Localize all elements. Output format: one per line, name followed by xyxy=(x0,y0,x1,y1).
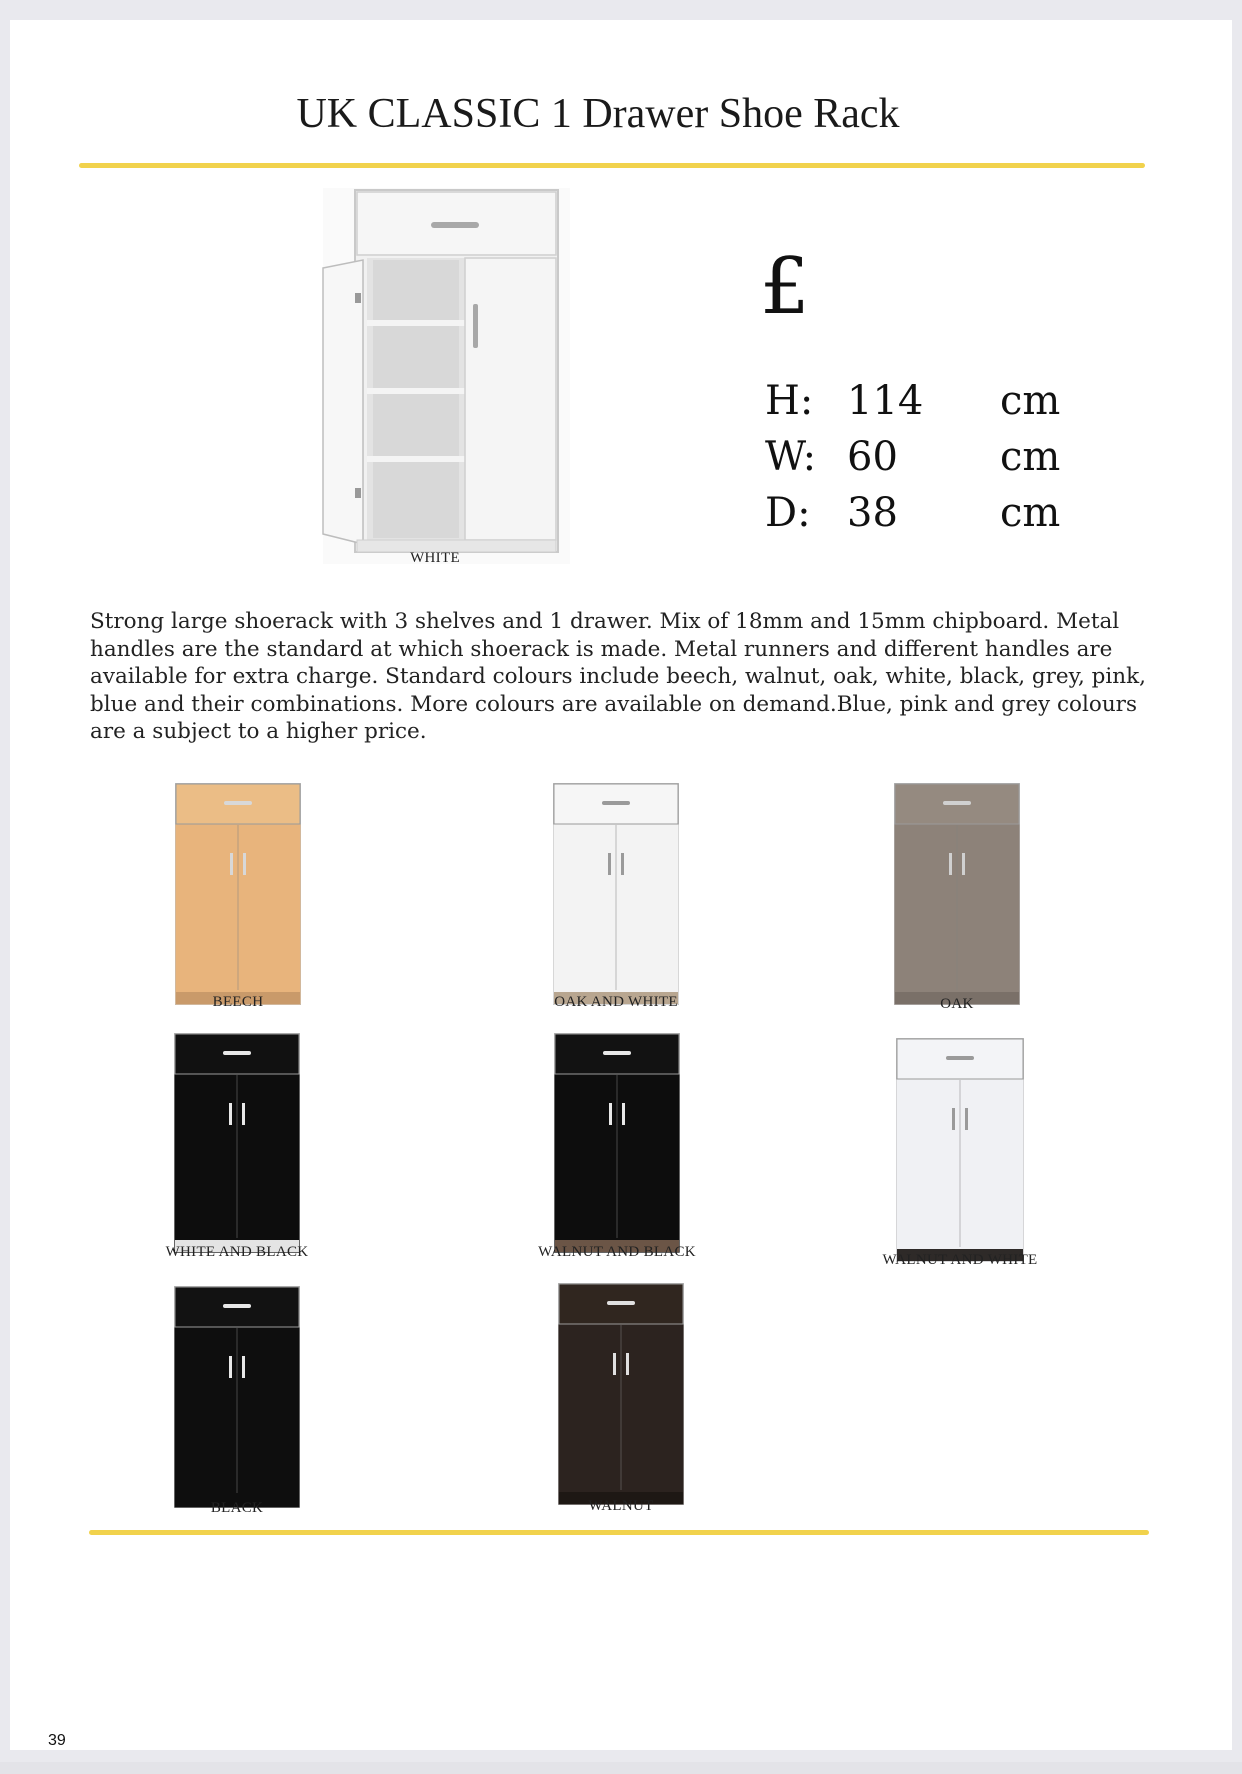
page-number: 39 xyxy=(48,1732,66,1749)
catalog-page xyxy=(10,20,1232,1750)
variant-caption: WHITE AND BLACK xyxy=(165,1244,309,1260)
main-product-caption: WHITE xyxy=(410,550,460,566)
dimension-label: D: xyxy=(765,490,811,536)
dimension-label: H: xyxy=(765,378,814,424)
variant-image-white-and-black xyxy=(174,1033,300,1253)
variant-caption: OAK xyxy=(940,996,974,1012)
dimension-label: W: xyxy=(765,434,817,480)
variant-image-walnut-and-white xyxy=(896,1038,1024,1262)
variant-caption: BEECH xyxy=(212,994,264,1010)
dimension-row-depth xyxy=(765,490,1085,546)
dimension-value: 114 xyxy=(847,378,924,424)
main-product-image xyxy=(315,188,570,564)
dimensions-table xyxy=(765,378,1085,546)
dimension-unit: cm xyxy=(1000,378,1061,424)
variant-image-black xyxy=(174,1286,300,1508)
variant-image-oak xyxy=(894,783,1020,1005)
dimension-unit: cm xyxy=(1000,434,1061,480)
viewer-bottom-edge xyxy=(0,1762,1242,1774)
page-title: UK CLASSIC 1 Drawer Shoe Rack xyxy=(296,91,900,137)
variant-caption: WALNUT xyxy=(588,1498,654,1514)
variant-image-oak-and-white xyxy=(553,783,679,1005)
variant-caption: OAK AND WHITE xyxy=(554,994,678,1010)
variant-caption: BLACK xyxy=(210,1500,264,1516)
variant-image-walnut xyxy=(558,1283,684,1505)
dimension-value: 38 xyxy=(847,490,898,536)
variant-image-beech xyxy=(175,783,301,1005)
variant-caption: WALNUT AND BLACK xyxy=(538,1244,696,1260)
dimension-unit: cm xyxy=(1000,490,1061,536)
top-divider xyxy=(79,163,1145,168)
dimension-value: 60 xyxy=(847,434,898,480)
bottom-divider xyxy=(89,1530,1149,1535)
variant-caption: WALNUT AND WHITE xyxy=(882,1252,1038,1268)
dimension-row-height xyxy=(765,378,1085,434)
price-symbol: £ xyxy=(760,242,810,332)
dimension-row-width xyxy=(765,434,1085,490)
product-description: Strong large shoerack with 3 shelves and 1 drawer. Mix of 18mm and 15mm chipboard. Metal handles are the standard at which shoerack is made. Metal runners and different handles are available for extra charge. Standard colours include beech, walnut, oak, white, black, grey, pink, blue and their combinations. More colours are available on demand.Blue, pink and grey colours are a subject to a higher price. xyxy=(90,609,1146,744)
variant-image-walnut-and-black xyxy=(554,1033,680,1253)
